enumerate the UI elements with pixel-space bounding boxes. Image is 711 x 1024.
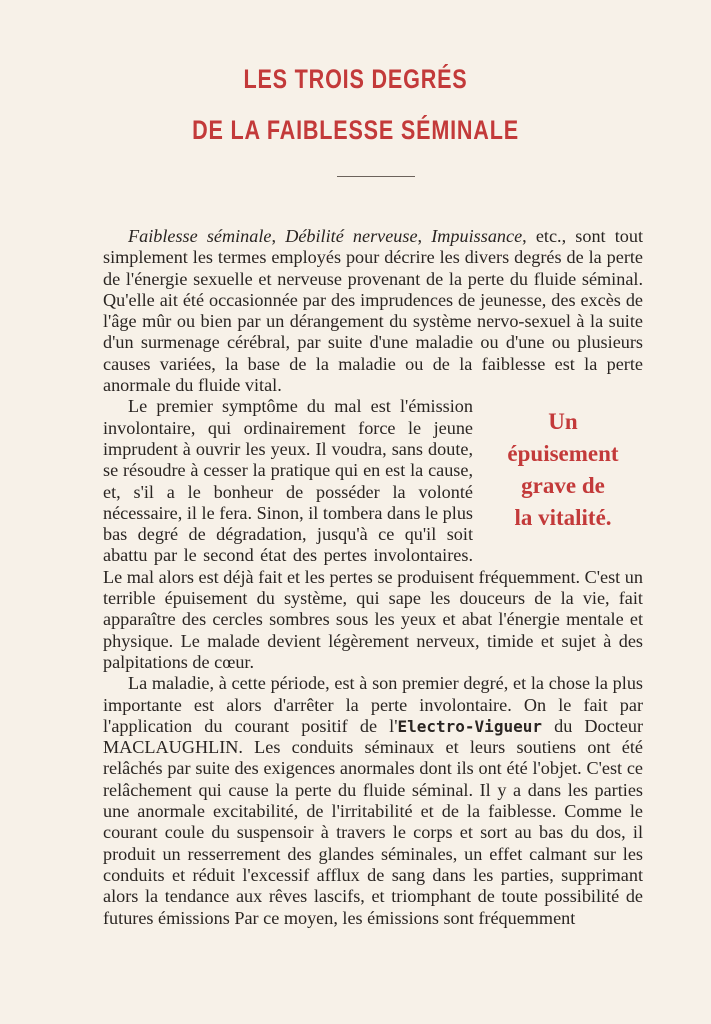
paragraph-1-text: , etc., sont tout simplement les termes employés pour décrire les divers degrés de la perte de l'énergie sexuelle et nerveuse provenant de la perte du fluide séminal. Qu'elle ait été occasionnée par des imprudences de jeunesse, des excès de l'âge mûr ou bien par un dérangement du système nervo-sexuel à la suite d'un surmenage cérébral, par suite d'une maladie ou d'une ou plusieurs causes variées, la base de la maladie ou de la faiblesse est la perte anormale du fluide vital. (103, 226, 644, 396)
title-divider (337, 176, 415, 177)
term-faiblesse: Faiblesse séminale (128, 226, 272, 246)
paragraph-3 (103, 673, 643, 929)
term-debilite: Débilité nerveuse (285, 226, 418, 246)
page-title-line-2: DE LA FAIBLESSE SÉMINALE (192, 115, 519, 145)
paragraph-3-text-before: La maladie, à cette période, est à son premier degré, et la chose la plus importante est alors d'arrêter la perte involontaire. On le fait par l'application du courant positif de l' (103, 673, 643, 736)
margin-note-line-3: grave de (521, 473, 605, 499)
separator: , (271, 226, 286, 246)
margin-note-line-4: la vitalité. (514, 505, 612, 531)
article-body (103, 226, 643, 929)
brand-name: Electro-Vigueur (397, 716, 542, 736)
paragraph-3-text-after: du Docteur MACLAUGHLIN. Les conduits séminaux et leurs soutiens ont été relâchés par suite des exigences anormales dont ils ont été l'objet. C'est ce relâchement qui cause la perte du fluide séminal. Il y a dans les parties une anormale excitabilité, de l'irritabilité et de la faiblesse. Comme le courant coule du suspensoir à travers le corps et sort au bas du dos, il produit un resserrement des glandes séminales, un effet calmant sur les conduits et réduit l'excessif afflux de sang dans les parties, supprimant alors la tendance aux rêves lascifs, et triomphant de toute possibilité de futures émissions Par ce moyen, les émissions sont fréquemment (103, 715, 644, 928)
term-impuissance: Impuissance (431, 226, 523, 246)
separator: , (417, 226, 432, 246)
margin-note-line-2: épuisement (507, 441, 619, 467)
page-title-line-1: LES TROIS DEGRÉS (243, 64, 468, 94)
margin-note-line-1: Un (548, 409, 578, 435)
paragraph-2: Le premier symptôme du mal est l'émission involontaire, qui ordinairement force le jeune imprudent à ouvrir les yeux. Il voudra, sans doute, se résoudre à cesser la pratique qui en est la cause, et, s'il a le bonheur de posséder la volonté nécessaire, il le fera. Sinon, il tombera dans le plus bas degré de dégradation, jusqu'à ce qu'il soit abattu par le second état des pertes involontaires. Le mal alors est déjà fait et les pertes se produisent fréquemment. C'est un terrible épuisement du système, qui sape les douceurs de la vie, fait apparaître des cercles sombres sous les yeux et abat l'énergie mentale et physique. Le malade devient légèrement nerveux, timide et sujet à des palpitations de cœur. (103, 396, 643, 672)
margin-note (483, 396, 643, 548)
paragraph-1 (103, 226, 643, 396)
